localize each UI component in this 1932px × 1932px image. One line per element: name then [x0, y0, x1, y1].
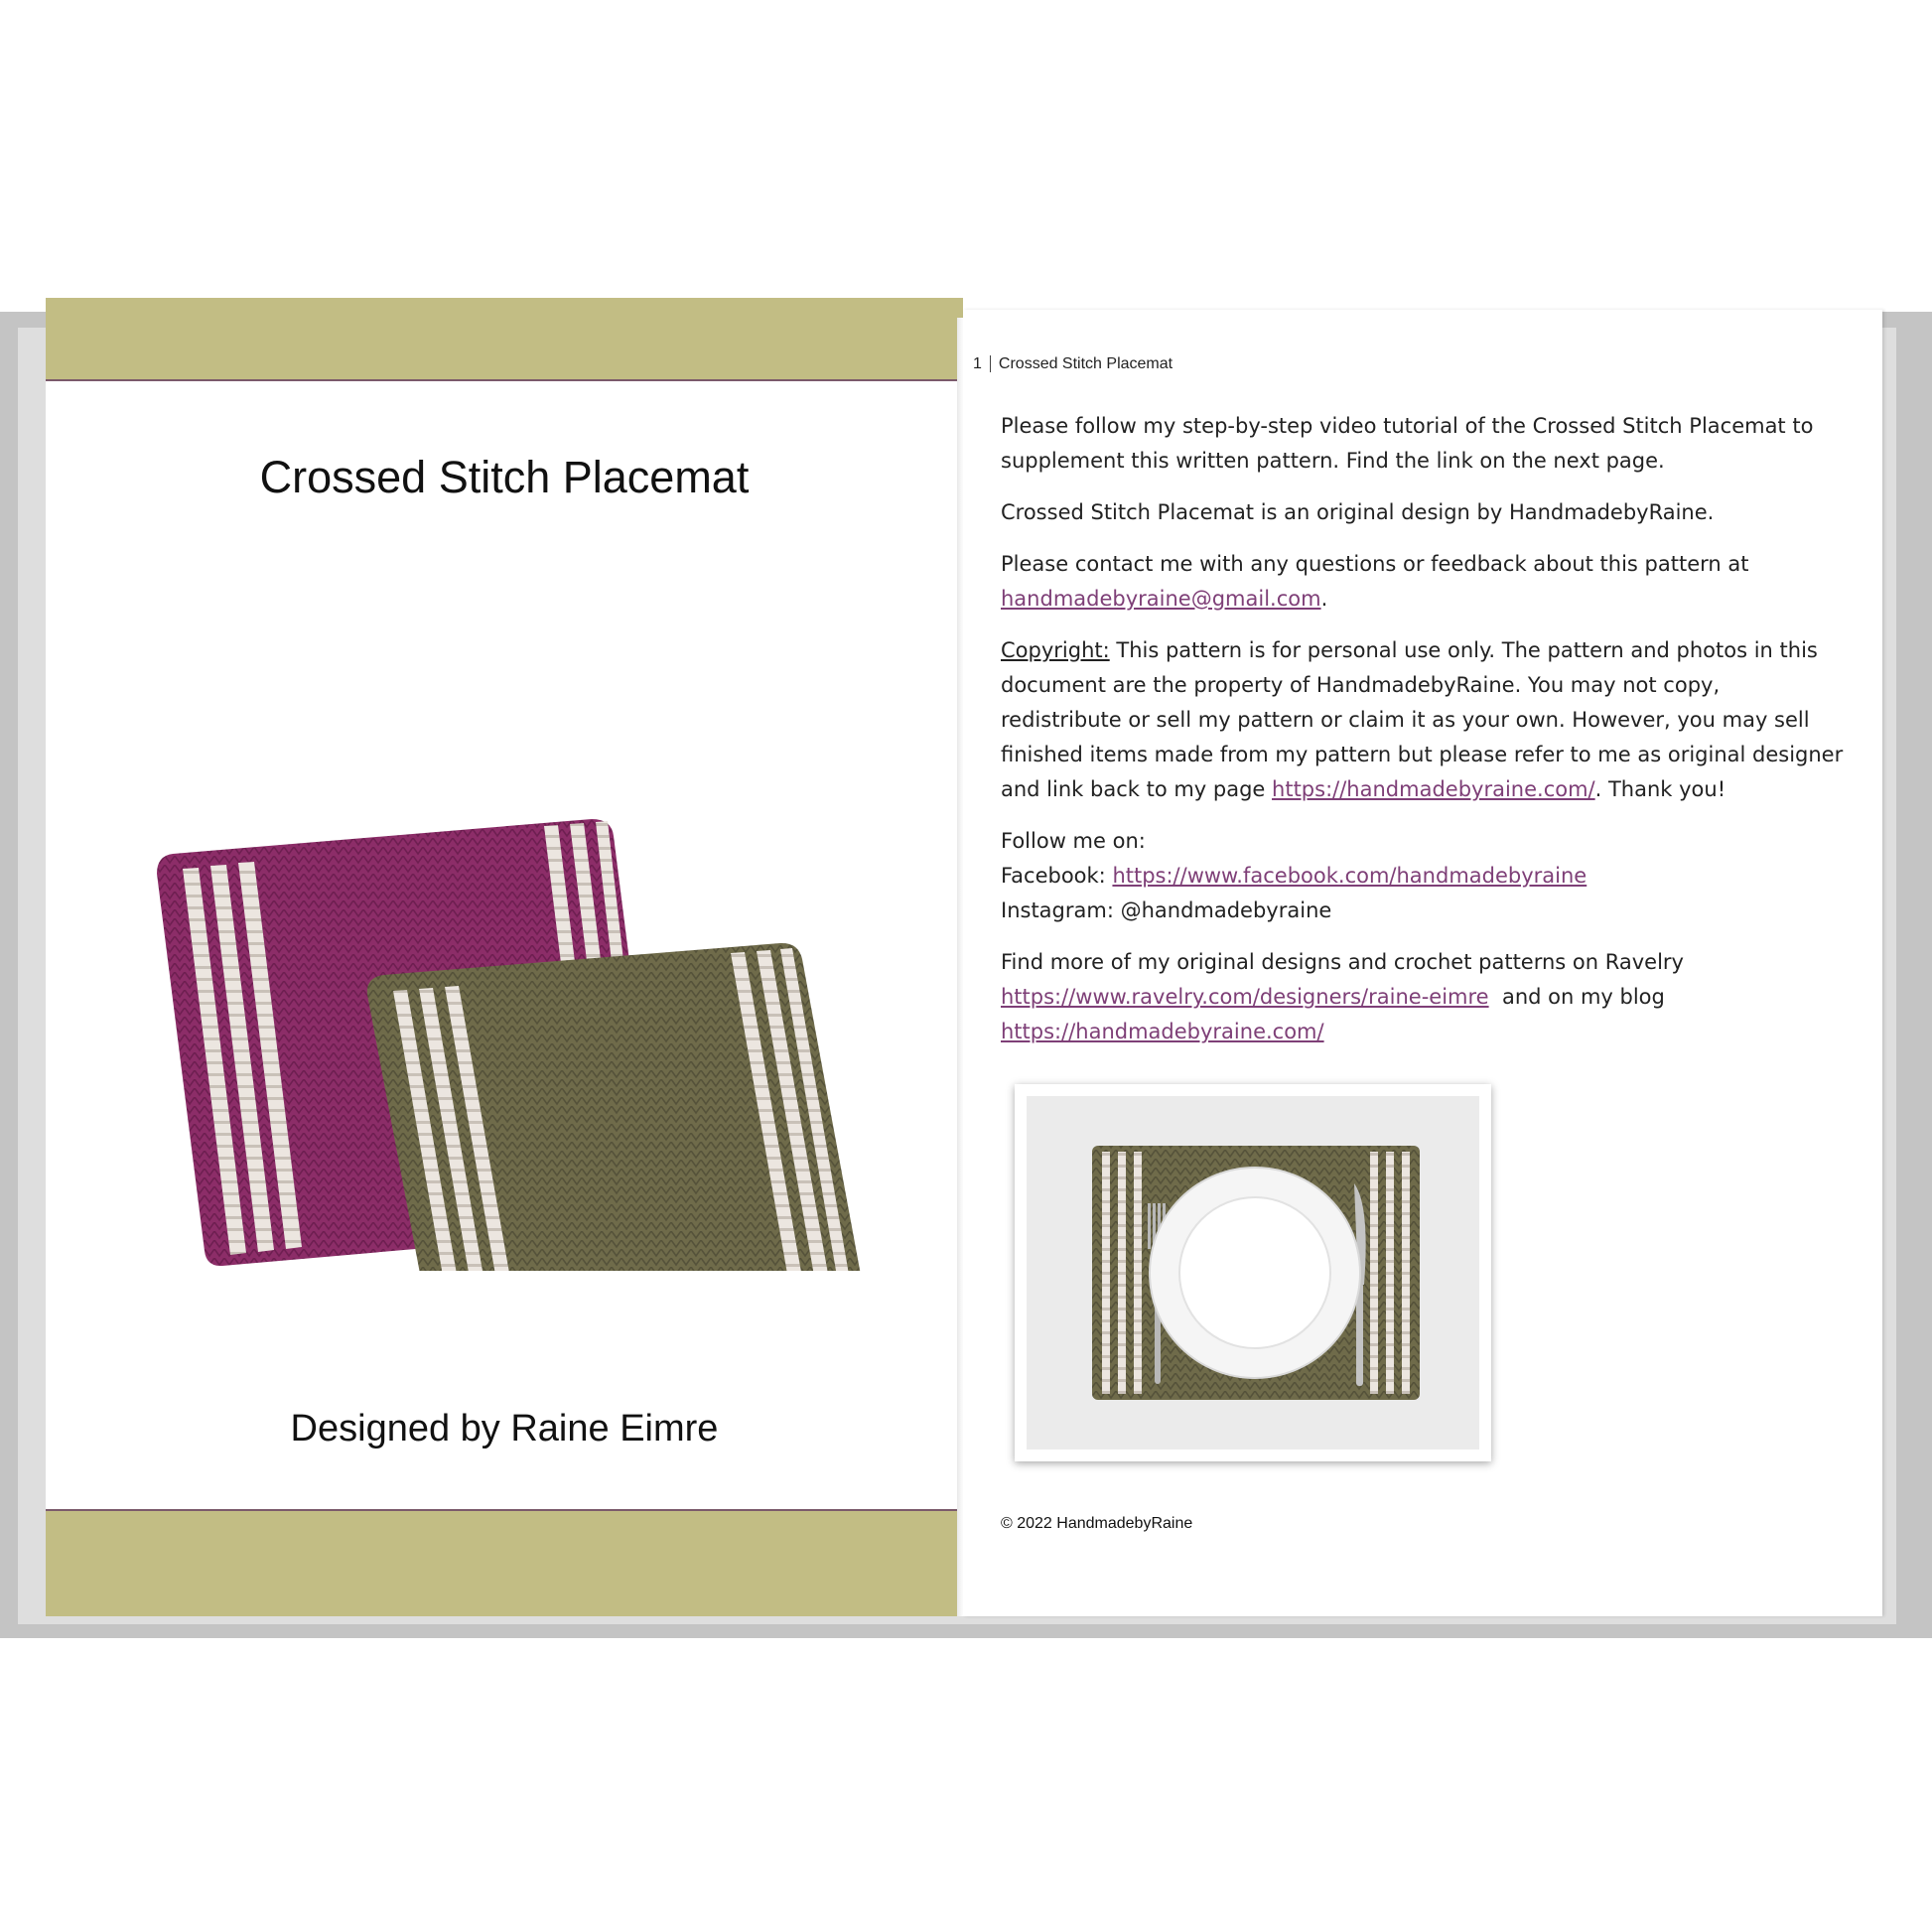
instagram-handle: Instagram: @handmadebyraine: [1001, 898, 1332, 922]
running-header: [973, 355, 1173, 373]
follow-label: Follow me on:: [1001, 829, 1146, 853]
copyright-text: This pattern is for personal use only. The pattern and photos in this document are the property of HandmadebyRaine. You may not copy, redistribute or sell my pattern or claim it as your own. However, you may sell finished items made from my pattern but please refer to me as original designer and link back to my page: [1001, 638, 1844, 801]
website-link[interactable]: https://handmadebyraine.com/: [1272, 777, 1595, 801]
table-setting-image: [1027, 1096, 1479, 1449]
page-body: [1001, 409, 1845, 1066]
copyright-paragraph: [1001, 633, 1845, 807]
intro-paragraph: Please follow my step-by-step video tutorial of the Crossed Stitch Placemat to supplement this written pattern. Find the link on the next page.: [1001, 414, 1814, 473]
cover-top-band: [46, 298, 963, 381]
ravelry-link[interactable]: https://www.ravelry.com/designers/raine-eimre: [1001, 985, 1489, 1009]
cover-page: [46, 298, 963, 1616]
placemats-photo: [115, 635, 939, 1271]
olive-placemat: [367, 943, 868, 1271]
facebook-link[interactable]: https://www.facebook.com/handmadebyraine: [1112, 864, 1587, 888]
original-design-paragraph: Crossed Stitch Placemat is an original design by HandmadebyRaine.: [1001, 500, 1715, 524]
more-designs-paragraph: [1001, 945, 1845, 1049]
copyright-footer: © 2022 HandmadebyRaine: [1001, 1515, 1193, 1532]
running-title: Crossed Stitch Placemat: [998, 355, 1173, 372]
follow-paragraph: [1001, 824, 1845, 928]
page-number: 1: [973, 355, 991, 372]
facebook-label: Facebook:: [1001, 864, 1113, 888]
info-page: [963, 310, 1882, 1616]
table-setting-photo: [1015, 1084, 1491, 1461]
cover-bottom-band: [46, 1509, 963, 1616]
copyright-label: Copyright:: [1001, 638, 1110, 662]
contact-text: Please contact me with any questions or feedback about this pattern at: [1001, 552, 1749, 576]
email-link[interactable]: handmadebyraine@gmail.com: [1001, 587, 1321, 611]
cover-byline: Designed by Raine Eimre: [290, 1408, 719, 1449]
contact-end: .: [1320, 587, 1328, 611]
copyright-end: . Thank you!: [1594, 777, 1726, 801]
blog-text: and on my blog: [1488, 985, 1665, 1009]
cover-title: Crossed Stitch Placemat: [259, 452, 750, 502]
contact-paragraph: [1001, 547, 1845, 617]
blog-link[interactable]: https://handmadebyraine.com/: [1001, 1020, 1324, 1043]
more-designs-text: Find more of my original designs and crochet patterns on Ravelry: [1001, 950, 1684, 974]
